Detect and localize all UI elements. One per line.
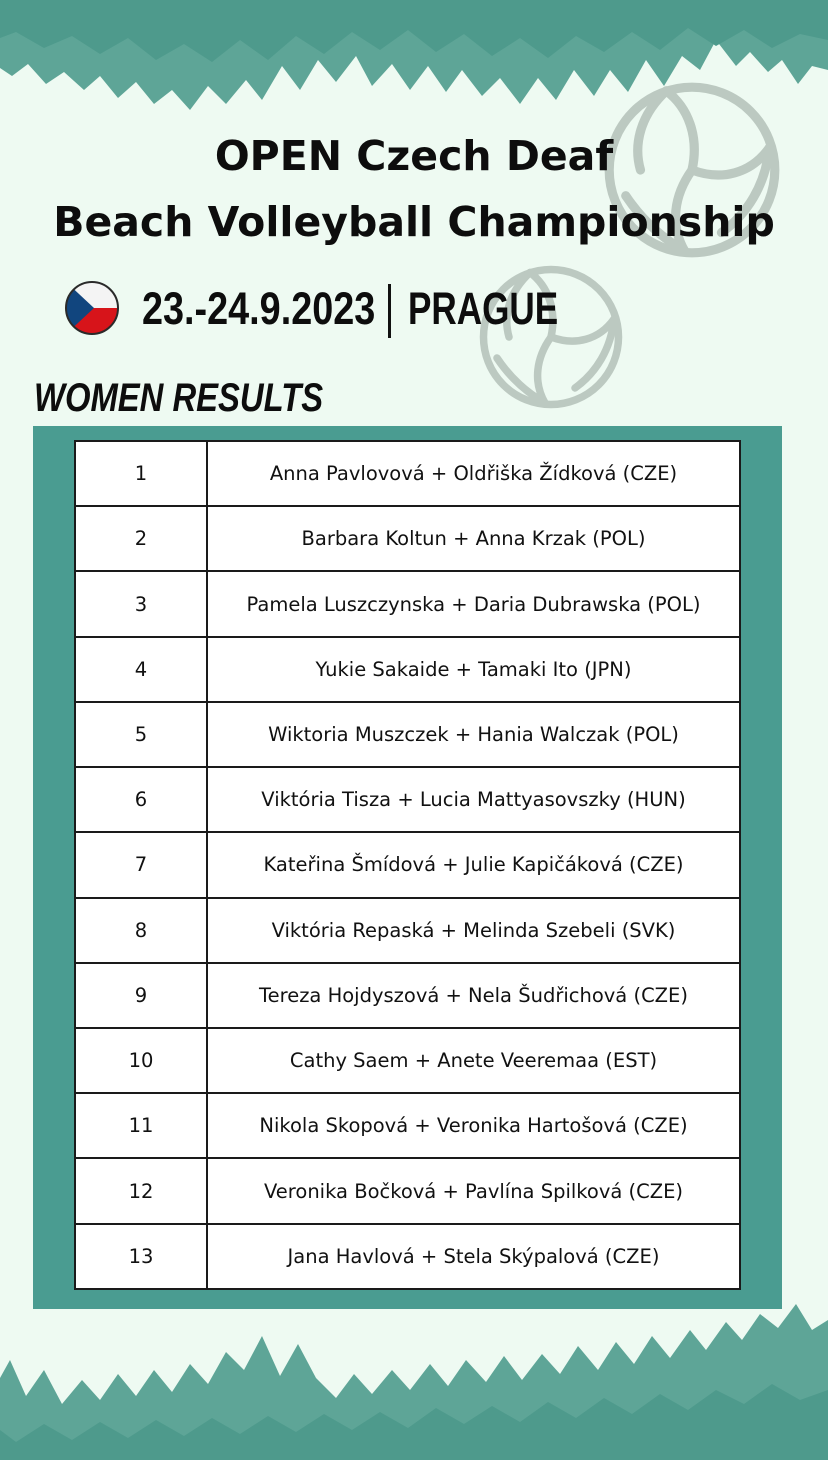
- team-cell: Veronika Bočková + Pavlína Spilková (CZE): [207, 1158, 740, 1223]
- rank-cell: 1: [75, 441, 207, 506]
- czech-flag-icon: [64, 280, 120, 336]
- team-cell: Viktória Repaská + Melinda Szebeli (SVK): [207, 898, 740, 963]
- section-heading: WOMEN RESULTS: [34, 376, 324, 420]
- rank-cell: 2: [75, 506, 207, 571]
- table-row: [75, 702, 740, 767]
- team-cell: Pamela Luszczynska + Daria Dubrawska (POL): [207, 571, 740, 636]
- rank-cell: 13: [75, 1224, 207, 1289]
- team-cell: Barbara Koltun + Anna Krzak (POL): [207, 506, 740, 571]
- table-row: [75, 832, 740, 897]
- divider: [388, 284, 391, 338]
- team-cell: Nikola Skopová + Veronika Hartošová (CZE): [207, 1093, 740, 1158]
- team-cell: Viktória Tisza + Lucia Mattyasovszky (HUN): [207, 767, 740, 832]
- rank-cell: 5: [75, 702, 207, 767]
- table-row: [75, 1093, 740, 1158]
- team-cell: Wiktoria Muszczek + Hania Walczak (POL): [207, 702, 740, 767]
- team-cell: Cathy Saem + Anete Veeremaa (EST): [207, 1028, 740, 1093]
- rank-cell: 9: [75, 963, 207, 1028]
- rank-cell: 6: [75, 767, 207, 832]
- rank-cell: 7: [75, 832, 207, 897]
- table-row: [75, 1224, 740, 1289]
- table-row: [75, 637, 740, 702]
- table-row: [75, 571, 740, 636]
- rank-cell: 4: [75, 637, 207, 702]
- team-cell: Kateřina Šmídová + Julie Kapičáková (CZE): [207, 832, 740, 897]
- rank-cell: 10: [75, 1028, 207, 1093]
- table-row: [75, 1028, 740, 1093]
- results-table: [74, 440, 741, 1290]
- table-row: [75, 506, 740, 571]
- rank-cell: 3: [75, 571, 207, 636]
- title-line-2: Beach Volleyball Championship: [53, 198, 775, 246]
- table-row: [75, 441, 740, 506]
- rank-cell: 8: [75, 898, 207, 963]
- table-row: [75, 898, 740, 963]
- rank-cell: 11: [75, 1093, 207, 1158]
- rank-cell: 12: [75, 1158, 207, 1223]
- title-line-1: OPEN Czech Deaf: [214, 132, 614, 180]
- table-row: [75, 767, 740, 832]
- team-cell: Tereza Hojdyszová + Nela Šudřichová (CZE): [207, 963, 740, 1028]
- event-city: PRAGUE: [408, 283, 559, 334]
- table-row: [75, 963, 740, 1028]
- team-cell: Anna Pavlovová + Oldřiška Žídková (CZE): [207, 441, 740, 506]
- brush-stroke-bottom-decoration: [0, 1300, 828, 1460]
- event-dates: 23.-24.9.2023: [142, 283, 376, 334]
- team-cell: Yukie Sakaide + Tamaki Ito (JPN): [207, 637, 740, 702]
- table-row: [75, 1158, 740, 1223]
- team-cell: Jana Havlová + Stela Skýpalová (CZE): [207, 1224, 740, 1289]
